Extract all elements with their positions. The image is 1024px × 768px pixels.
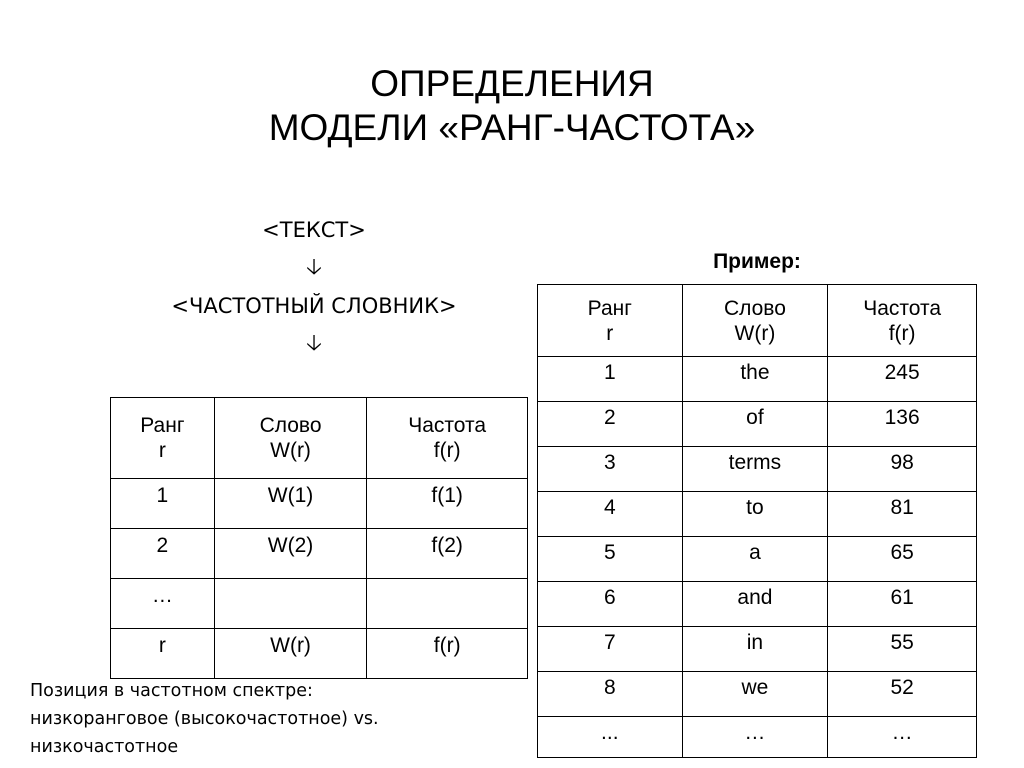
word-cell: W(r)	[214, 629, 367, 679]
note-line-1: Позиция в частотном спектре:	[30, 681, 313, 701]
frequency-cell: 52	[828, 672, 977, 717]
table-header-row	[111, 398, 528, 479]
header-symbol: r	[158, 439, 166, 462]
frequency-cell: 55	[828, 627, 977, 672]
header-label: Ранг	[140, 414, 185, 437]
word-cell: and	[682, 582, 828, 627]
slide-title	[0, 62, 1024, 150]
table-row	[538, 402, 977, 447]
flow-step-dictionary: <ЧАСТОТНЫЙ СЛОВНИК>	[171, 294, 457, 318]
process-flow	[112, 214, 516, 366]
table-row	[538, 357, 977, 402]
table-row	[538, 627, 977, 672]
table-row	[111, 479, 528, 529]
table-row	[111, 579, 528, 629]
header-symbol: W(r)	[270, 439, 311, 462]
definition-table	[110, 397, 528, 679]
header-symbol: W(r)	[734, 321, 776, 345]
rank-cell: 1	[111, 479, 215, 529]
word-cell: in	[682, 627, 828, 672]
frequency-cell: 98	[828, 447, 977, 492]
header-cell-frequency	[828, 285, 977, 357]
header-cell-word	[682, 285, 828, 357]
frequency-cell: f(2)	[367, 529, 528, 579]
down-arrow-icon: 🡣	[306, 255, 322, 280]
note-line-3: низкочастотное	[30, 737, 179, 757]
rank-cell: 1	[538, 357, 683, 402]
word-cell: …	[682, 717, 828, 758]
header-cell-word	[214, 398, 367, 479]
table-row	[538, 447, 977, 492]
word-cell: of	[682, 402, 828, 447]
rank-cell: …	[111, 579, 215, 629]
header-cell-rank	[111, 398, 215, 479]
frequency-cell: 81	[828, 492, 977, 537]
frequency-cell: …	[828, 717, 977, 758]
table-row	[538, 717, 977, 758]
rank-cell: 5	[538, 537, 683, 582]
header-cell-frequency	[367, 398, 528, 479]
table-row	[111, 529, 528, 579]
frequency-cell	[367, 579, 528, 629]
header-label: Ранг	[587, 296, 632, 320]
header-label: Частота	[408, 414, 487, 437]
frequency-cell: 245	[828, 357, 977, 402]
frequency-cell: 136	[828, 402, 977, 447]
header-label: Частота	[863, 296, 942, 320]
rank-cell: 3	[538, 447, 683, 492]
header-symbol: f(r)	[888, 321, 916, 345]
slide-title-line-1: ОПРЕДЕЛЕНИЯ	[370, 63, 654, 104]
down-arrow-icon: 🡣	[306, 331, 322, 356]
rank-cell: 2	[111, 529, 215, 579]
rank-cell: 2	[538, 402, 683, 447]
header-label: Слово	[723, 296, 786, 320]
example-label: Пример:	[713, 250, 801, 273]
position-note	[30, 677, 510, 761]
table-row	[538, 492, 977, 537]
word-cell: terms	[682, 447, 828, 492]
table-row	[538, 582, 977, 627]
slide-title-line-2: МОДЕЛИ «РАНГ-ЧАСТОТА»	[268, 107, 756, 148]
rank-cell: r	[111, 629, 215, 679]
rank-cell: 4	[538, 492, 683, 537]
word-cell	[214, 579, 367, 629]
word-cell: the	[682, 357, 828, 402]
table-row	[538, 672, 977, 717]
example-table	[537, 284, 977, 758]
rank-cell: 8	[538, 672, 683, 717]
frequency-cell: 61	[828, 582, 977, 627]
flow-step-text: <ТЕКСТ>	[262, 218, 366, 242]
frequency-cell: f(1)	[367, 479, 528, 529]
table-header-row	[538, 285, 977, 357]
note-line-2: низкоранговое (высокочастотное) vs.	[30, 709, 379, 729]
word-cell: a	[682, 537, 828, 582]
rank-cell: 6	[538, 582, 683, 627]
header-symbol: r	[606, 321, 614, 345]
frequency-cell: 65	[828, 537, 977, 582]
table-row	[111, 629, 528, 679]
word-cell: W(1)	[214, 479, 367, 529]
table-row	[538, 537, 977, 582]
rank-cell: 7	[538, 627, 683, 672]
word-cell: W(2)	[214, 529, 367, 579]
header-cell-rank	[538, 285, 683, 357]
header-label: Слово	[259, 414, 322, 437]
word-cell: we	[682, 672, 828, 717]
header-symbol: f(r)	[433, 439, 461, 462]
word-cell: to	[682, 492, 828, 537]
rank-cell: ...	[538, 717, 683, 758]
frequency-cell: f(r)	[367, 629, 528, 679]
